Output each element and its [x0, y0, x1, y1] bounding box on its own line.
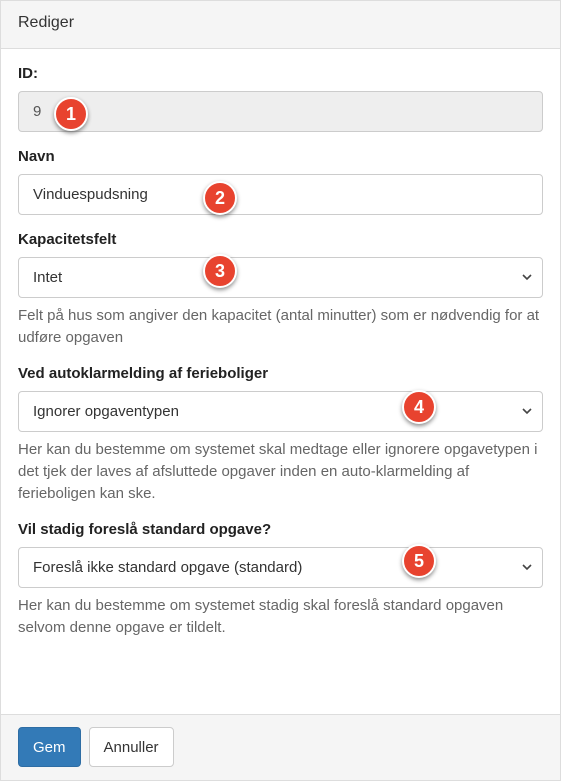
kapacitet-select[interactable]	[18, 257, 543, 298]
id-group	[18, 65, 543, 132]
standard-select[interactable]	[18, 547, 543, 588]
chevron-down-icon	[521, 561, 533, 573]
autoklar-group	[18, 365, 543, 505]
standard-help: Her kan du bestemme om systemet stadig skal foreslå standard opgaven selvom denne opgave er tildelt.	[18, 597, 504, 636]
panel-body	[1, 49, 560, 639]
autoklar-select[interactable]	[18, 391, 543, 432]
kapacitet-group	[18, 231, 543, 349]
navn-group	[18, 148, 543, 215]
panel-title: Rediger	[1, 1, 560, 49]
autoklar-select-value[interactable]: Ignorer opgaventypen	[18, 391, 543, 432]
standard-select-value[interactable]: Foreslå ikke standard opgave (standard)	[18, 547, 543, 588]
panel-footer	[1, 714, 560, 780]
autoklar-help: Her kan du bestemme om systemet skal medtage eller ignorere opgavetypen i det tjek der laves af afsluttede opgaver inden en auto-klarmelding af ferieboligen kan ske.	[18, 441, 538, 502]
annotation-badge-4: 4	[402, 390, 436, 424]
navn-input[interactable]: Vinduespudsning	[18, 174, 543, 215]
annotation-badge-2: 2	[203, 181, 237, 215]
id-field: 9	[18, 91, 543, 132]
standard-label: Vil stadig foreslå standard opgave?	[18, 521, 272, 538]
id-label: ID:	[18, 65, 38, 82]
chevron-down-icon	[521, 405, 533, 417]
kapacitet-help: Felt på hus som angiver den kapacitet (antal minutter) som er nødvendig for at udføre opgaven	[18, 307, 540, 346]
chevron-down-icon	[521, 271, 533, 283]
annotation-badge-3: 3	[203, 254, 237, 288]
navn-label: Navn	[18, 148, 55, 165]
standard-group	[18, 521, 543, 639]
save-button[interactable]: Gem	[18, 727, 81, 767]
autoklar-label: Ved autoklarmelding af ferieboliger	[18, 365, 269, 382]
annotation-badge-1: 1	[54, 97, 88, 131]
annotation-badge-5: 5	[402, 544, 436, 578]
kapacitet-select-value[interactable]: Intet	[18, 257, 543, 298]
cancel-button[interactable]: Annuller	[89, 727, 174, 767]
kapacitet-label: Kapacitetsfelt	[18, 231, 117, 248]
